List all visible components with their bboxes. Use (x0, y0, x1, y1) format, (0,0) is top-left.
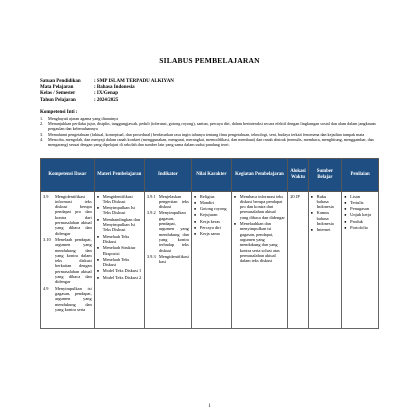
nilai-text: Percaya diri (199, 225, 221, 231)
bullet-icon: ● (96, 245, 100, 251)
item-text: Menunjukkan perilaku jujur, disiplin, tanggungjawab, peduli (toleransi, gotong royong), santun, percaya diri, dalam berinteraksi secara efektif dengan lingkungan sosial dan alam dalam jangkauan pergaulan dan keberadaannya (48, 121, 376, 132)
bullet-icon: ● (344, 206, 347, 212)
column-header: Penilaian (342, 158, 379, 191)
indikator-number: 3.9.1 (146, 193, 156, 199)
kompetensi-inti-item (40, 137, 379, 148)
kd-item (43, 286, 92, 312)
item-text: Mencoba, mengolah, dan menyaji dalam ranah konkret (menggunakan, mengurai, merangkai, memodifikasi, dan membuat) dan ranah abstrak (menulis, membaca, menghitung, menggambar, dan mengarang) sesuai dengan yang dipelajari di sekolah dan sumber lain yang sama dalam sudut pandang teori. (48, 137, 374, 148)
kegiatan-text: Menelaahkan dan menyimpulkan isi gagasan, pendapat, argumen yang mendukung dan yang kontra serta solusi atas permasalahan aktual dalam teks diskusi (239, 221, 280, 264)
materi-text: Model Teks Diskusi 2 (102, 274, 142, 280)
identity-row (40, 98, 379, 104)
column-header: Nilai Karakter (191, 158, 231, 191)
item-number: 3. (40, 131, 44, 137)
penilaian-item (344, 200, 376, 205)
materi-item (97, 257, 142, 268)
materi-text: Membandingkan dan Menyimpulkan Isi Teks Diskusi (102, 216, 140, 233)
cell-indikator (144, 191, 191, 328)
column-header: Kompetensi Dasar (41, 158, 95, 191)
item-text: Menghayati ajaran agama yang dianutnya (48, 115, 118, 121)
syllabus-table (40, 158, 379, 329)
bullet-icon: ● (96, 268, 100, 274)
item-number: 4. (40, 137, 44, 142)
identity-value: : 2024/2025 (94, 97, 119, 103)
bullet-icon: ● (344, 212, 347, 218)
identity-value: : SMP ISLAM TERPADU ALKIYAN (94, 79, 174, 84)
column-header: Kegiatan Pembelajaran (231, 158, 287, 191)
nilai-item (194, 194, 229, 199)
kd-item (43, 194, 92, 236)
bullet-icon: ● (193, 218, 197, 224)
sumber-item (311, 227, 340, 232)
nilai-item (194, 200, 229, 205)
indikator-item (147, 210, 189, 252)
materi-text: Menyimpulkan Isi Teks Diskusi (102, 205, 136, 216)
identity-key: Tahun Pelajaran (40, 97, 76, 103)
bullet-icon: ● (310, 210, 314, 216)
indikator-text: Menyimpulkan gagasan, pendapat, argumen yang mendukung dan yang kontra terhadap teks diskusi (158, 210, 189, 253)
bullet-icon: ● (193, 206, 197, 212)
indikator-text: Mengidentifikasi kasi (158, 253, 189, 265)
nilai-text: Kejujuran (199, 212, 218, 218)
nilai-text: Mandiri (199, 199, 215, 205)
materi-list (97, 194, 142, 280)
nilai-item (194, 212, 229, 217)
bullet-icon: ● (344, 199, 347, 205)
indikator-item (147, 254, 189, 265)
cell-nilai-karakter (191, 191, 231, 328)
bullet-icon: ● (193, 199, 197, 205)
indikator-number: 3.9.2 (146, 210, 156, 216)
bullet-icon: ● (96, 256, 100, 262)
table-header-row (41, 158, 379, 191)
nilai-item (194, 231, 229, 236)
materi-text: Model Teks Diskusi 1 (102, 268, 142, 274)
bullet-icon: ● (344, 193, 347, 199)
sumber-list (311, 194, 340, 233)
materi-item (97, 275, 142, 280)
cell-penilaian (342, 191, 379, 328)
bullet-icon: ● (310, 193, 314, 199)
kegiatan-item (234, 194, 285, 220)
nilai-text: Gotong royong (199, 206, 227, 212)
cell-alokasi: 20 JP (288, 191, 308, 328)
nilai-item (194, 206, 229, 211)
table-row (41, 191, 379, 328)
nilai-text: Kerja keras (199, 218, 220, 224)
materi-item (97, 268, 142, 273)
item-number: 2. (40, 121, 44, 127)
identity-block (40, 79, 379, 104)
kegiatan-item (234, 221, 285, 263)
penilaian-item (344, 206, 376, 211)
kd-text: Menyimpulkan isi gagasan, pendapat, argumen yang mendukung dan yang kontra serta (55, 285, 92, 312)
bullet-icon: ● (96, 205, 100, 211)
nilai-text: Religius (199, 193, 215, 199)
column-header: Sumber Belajar (308, 158, 342, 191)
kegiatan-list (234, 194, 285, 264)
bullet-icon: ● (96, 274, 100, 280)
bullet-icon: ● (233, 193, 237, 199)
kompetensi-inti-title: Kompetensi Inti : (40, 109, 78, 115)
materi-text: Mengidentifikasi Teks Diskusi (102, 193, 133, 204)
cell-kegiatan (231, 191, 287, 328)
identity-value: : IX/Genap (94, 91, 119, 97)
penilaian-item (344, 212, 376, 217)
sumber-item (311, 194, 340, 210)
page-number: 1 (208, 404, 211, 409)
kegiatan-text: Membaca informasi teks diskusi berupa pendapat pro dan kontra dari permasalahan aktual yang dibaca dan didengar (239, 193, 285, 220)
penilaian-text: Portofolio (350, 225, 368, 231)
cell-sumber (308, 191, 342, 328)
materi-text: Menelaah Teks Diskusi (102, 256, 130, 268)
penilaian-text: Lisan (350, 193, 360, 199)
materi-item (97, 217, 142, 233)
materi-item (97, 234, 142, 245)
kd-number: 3.10 (43, 236, 51, 242)
indikator-text: Menjelaskan pengertian teks diskusi (158, 193, 189, 210)
bullet-icon: ● (344, 225, 347, 231)
indikator-number: 3.9.3 (146, 253, 156, 259)
penilaian-item (344, 194, 376, 199)
kompetensi-inti-list (40, 116, 379, 148)
nilai-list (194, 194, 229, 237)
sumber-item (311, 210, 340, 226)
kd-number: 3.9 (43, 193, 49, 199)
penilaian-text: Produk (350, 218, 363, 224)
sumber-text: Buku bahasa Indonesia (316, 193, 334, 210)
column-header: Alokasi Waktu (288, 158, 308, 191)
item-number: 1. (40, 115, 44, 121)
indikator-item (147, 194, 189, 210)
materi-text: Menelaah Struktur Eksposisi (102, 245, 136, 256)
identity-key: Satuan Pendidikan (40, 79, 81, 84)
penilaian-list (344, 194, 376, 231)
penilaian-text: Penugasan (350, 206, 369, 212)
kompetensi-inti-item (40, 121, 379, 132)
materi-item (97, 245, 142, 256)
materi-item (97, 205, 142, 216)
nilai-item (194, 225, 229, 230)
nilai-text: Kerja sama (199, 231, 220, 237)
bullet-icon: ● (193, 231, 197, 237)
bullet-icon: ● (193, 225, 197, 231)
kd-text: Mengidentifikasi informasi teks diskusi berupa pendapat pro dan kontra dari permasalahan aktual yang dibaca dan didengar (55, 193, 92, 236)
penilaian-text: Unjuk kerja (350, 212, 372, 218)
penilaian-text: Tertulis (350, 199, 364, 205)
bullet-icon: ● (96, 233, 100, 239)
cell-kompetensi-dasar (41, 191, 95, 328)
bullet-icon: ● (96, 193, 100, 199)
sumber-text: Kamus bahasa Indonesia (316, 210, 334, 227)
item-text: Memahami pengetahuan (faktual, konseptual, dan prosedural) berdasarkan rasa ingin tahunya tentang ilmu pengetahuan, teknologi, seni, budaya terkait fenomena dan kejadian tampak mata (48, 131, 365, 137)
identity-key: Kelas / Semester (40, 91, 76, 97)
kd-text: Menelaah pendapat, argumen yang mendukung dan yang kontra dalam teks diskusi berkaitan dengan permasalahan aktual yang dibaca dan didengar (55, 236, 92, 285)
materi-item (97, 194, 142, 205)
penilaian-item (344, 225, 376, 230)
bullet-icon: ● (193, 212, 197, 218)
bullet-icon: ● (310, 227, 314, 233)
bullet-icon: ● (193, 193, 197, 199)
cell-materi (94, 191, 144, 328)
bullet-icon: ● (233, 221, 237, 227)
identity-key: Mata Pelajaran (40, 85, 74, 91)
bullet-icon: ● (96, 216, 100, 222)
sumber-text: Internet (316, 227, 331, 233)
kd-number: 4.9 (43, 285, 49, 291)
materi-text: Menelaah Teks Diskusi (102, 233, 130, 244)
bullet-icon: ● (344, 218, 347, 224)
column-header: Materi Pembelajaran (94, 158, 144, 191)
document-title: SILABUS PEMBELAJARAN (159, 56, 260, 65)
penilaian-item (344, 219, 376, 224)
nilai-item (194, 219, 229, 224)
identity-value: : Bahasa Indonesia (94, 85, 135, 91)
kd-item (43, 237, 92, 285)
column-header: Indikator (144, 158, 191, 191)
